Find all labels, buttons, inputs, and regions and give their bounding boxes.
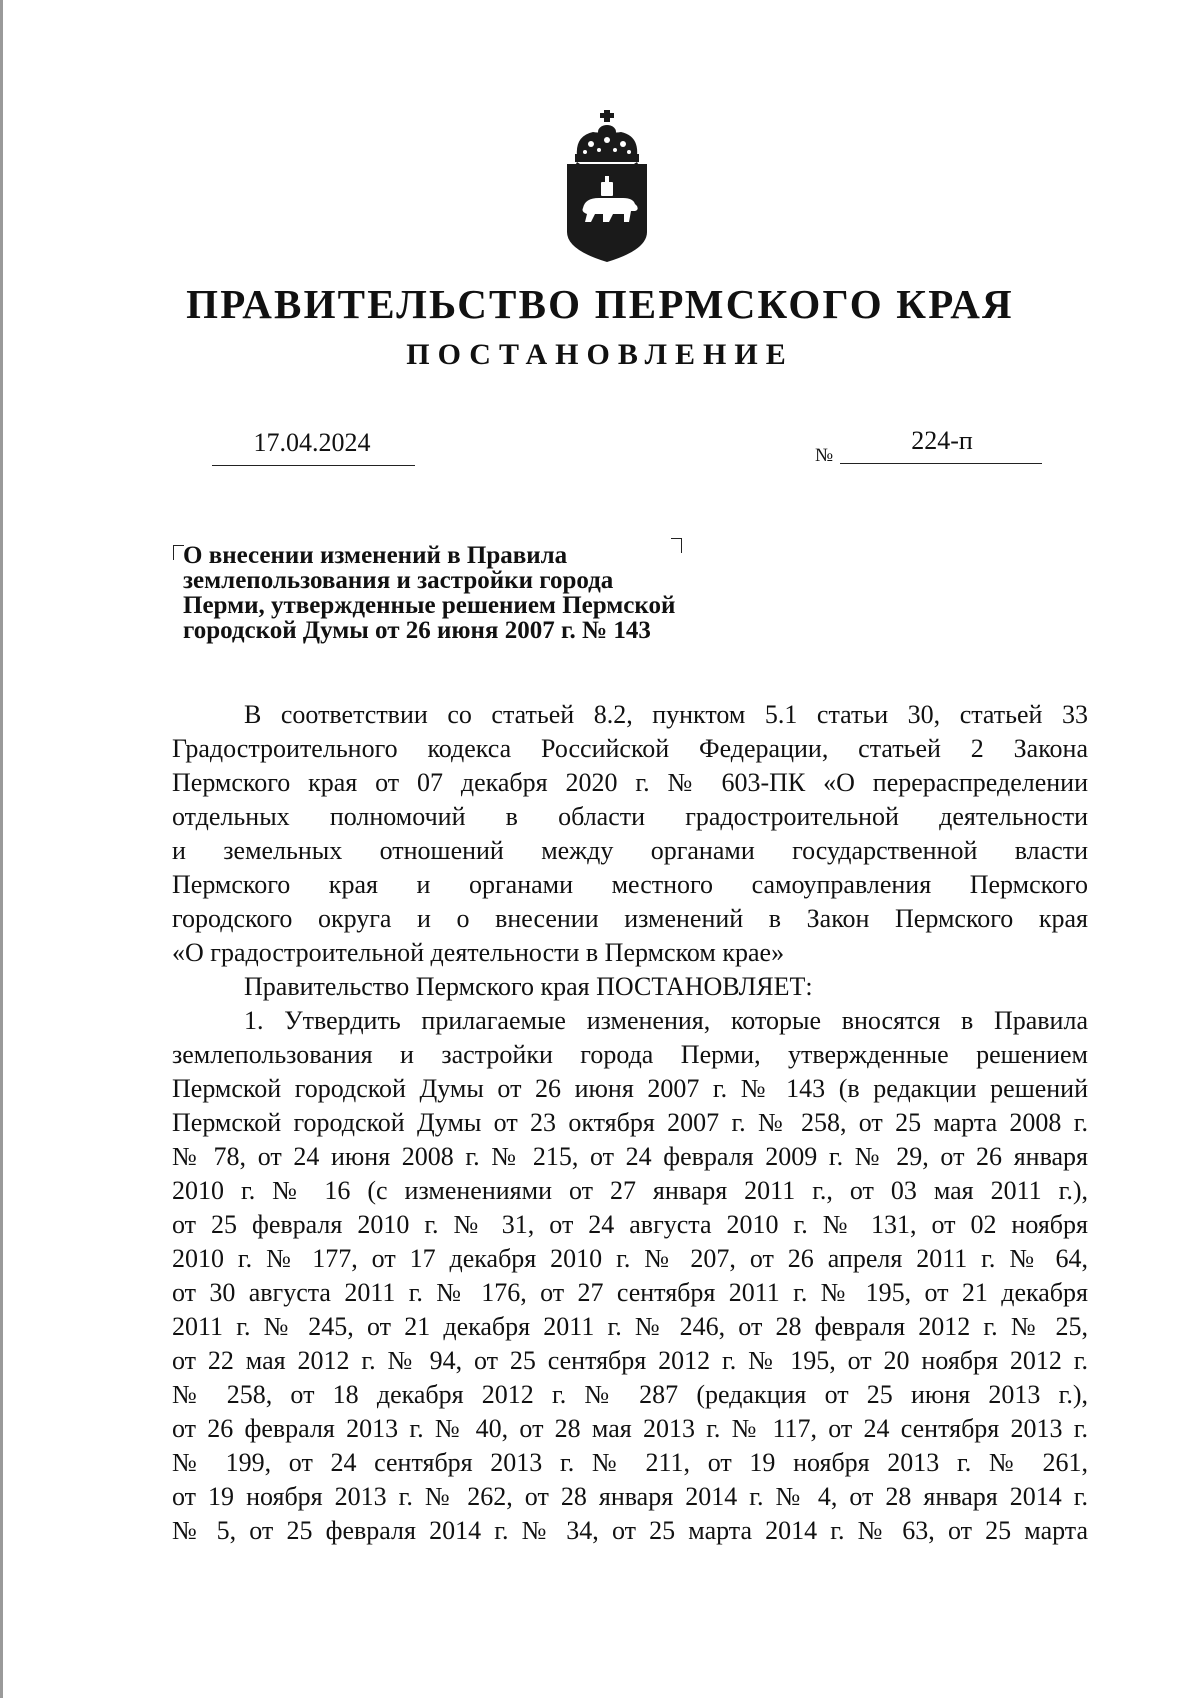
subject-line: городской Думы от 26 июня 2007 г. № 143 — [183, 617, 651, 644]
number-underline — [840, 463, 1042, 464]
body-line: от 30 августа 2011 г. № 176, от 27 сентября 2011 г. № 195, от 21 декабря — [172, 1278, 1088, 1307]
body-line: 2010 г. № 177, от 17 декабря 2010 г. № 207, от 26 апреля 2011 г. № 64, — [172, 1244, 1088, 1273]
body-line: Пермской городской Думы от 26 июня 2007 г. № 143 (в редакции решений — [172, 1074, 1088, 1103]
scan-edge — [0, 0, 3, 1698]
number-sign: № — [815, 445, 834, 466]
body-line: Пермского края и органами местного самоуправления Пермского — [172, 870, 1088, 899]
body-line: Пермской городской Думы от 23 октября 2007 г. № 258, от 25 марта 2008 г. — [172, 1108, 1088, 1137]
document-body — [172, 698, 1088, 1548]
document-subject — [183, 543, 783, 643]
body-line: 2011 г. № 245, от 21 декабря 2011 г. № 246, от 28 февраля 2012 г. № 25, — [172, 1312, 1088, 1341]
body-line: № 78, от 24 июня 2008 г. № 215, от 24 февраля 2009 г. № 29, от 26 января — [172, 1142, 1088, 1171]
subject-line: Перми, утвержденные решением Пермской — [183, 592, 676, 619]
body-line: от 19 ноября 2013 г. № 262, от 28 января 2014 г. № 4, от 28 января 2014 г. — [172, 1482, 1088, 1511]
date-underline — [212, 465, 415, 466]
document-type-title: ПОСТАНОВЛЕНИЕ — [406, 338, 794, 371]
body-line: № 5, от 25 февраля 2014 г. № 34, от 25 марта 2014 г. № 63, от 25 марта — [172, 1516, 1088, 1545]
body-line: от 22 мая 2012 г. № 94, от 25 сентября 2012 г. № 195, от 20 ноября 2012 г. — [172, 1346, 1088, 1375]
body-line: от 26 февраля 2013 г. № 40, от 28 мая 2013 г. № 117, от 24 сентября 2013 г. — [172, 1414, 1088, 1443]
body-line: городского округа и о внесении изменений в Закон Пермского края — [172, 904, 1088, 933]
document-date: 17.04.2024 — [253, 428, 371, 457]
body-line: и земельных отношений между органами государственной власти — [172, 836, 1088, 865]
government-title: ПРАВИТЕЛЬСТВО ПЕРМСКОГО КРАЯ — [186, 281, 1014, 327]
body-line: землепользования и застройки города Перми, утвержденные решением — [172, 1040, 1088, 1069]
body-line: Пермского края от 07 декабря 2020 г. № 603-ПК «О перераспределении — [172, 768, 1088, 797]
resolution-statement: Правительство Пермского края ПОСТАНОВЛЯЕТ: — [244, 972, 813, 1001]
body-line: В соответствии со статьей 8.2, пунктом 5.1 статьи 30, статьей 33 — [244, 700, 1088, 729]
body-line: 1. Утвердить прилагаемые изменения, которые вносятся в Правила — [244, 1006, 1088, 1035]
document-number: 224-п — [911, 426, 973, 455]
body-line: № 199, от 24 сентября 2013 г. № 211, от 19 ноября 2013 г. № 261, — [172, 1448, 1088, 1477]
body-line: «О градостроительной деятельности в Пермском крае» — [172, 938, 785, 967]
body-line: 2010 г. № 16 (с изменениями от 27 января 2011 г., от 03 мая 2011 г.), — [172, 1176, 1088, 1205]
subject-line: землепользования и застройки города — [183, 567, 614, 594]
body-line: отдельных полномочий в области градостроительной деятельности — [172, 802, 1088, 831]
body-line: от 25 февраля 2010 г. № 31, от 24 августа 2010 г. № 131, от 02 ноября — [172, 1210, 1088, 1239]
body-line: № 258, от 18 декабря 2012 г. № 287 (редакция от 25 июня 2013 г.), — [172, 1380, 1088, 1409]
subject-line: О внесении изменений в Правила — [183, 542, 568, 569]
body-line: Градостроительного кодекса Российской Федерации, статьей 2 Закона — [172, 734, 1088, 763]
coat-of-arms-emblem — [563, 110, 651, 266]
